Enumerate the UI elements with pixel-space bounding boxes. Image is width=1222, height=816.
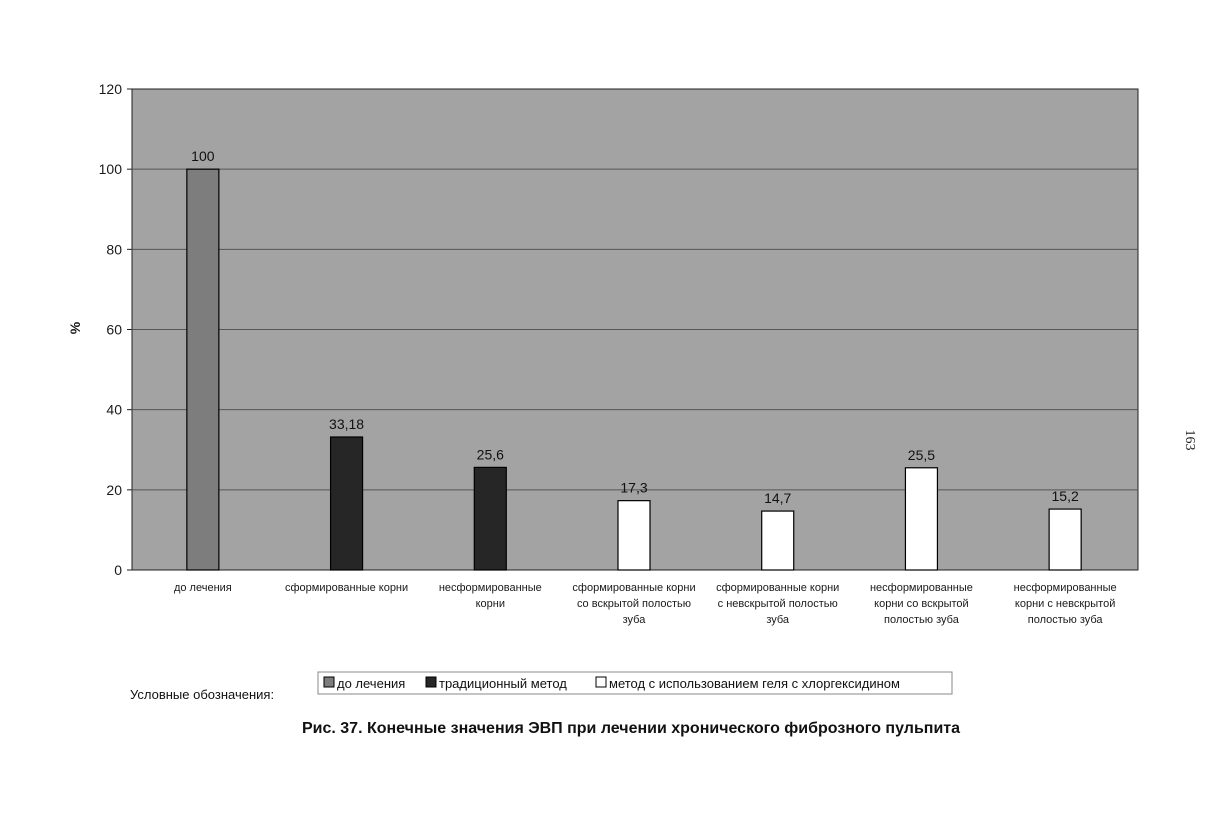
y-tick-label: 0 xyxy=(114,562,122,578)
data-label: 25,5 xyxy=(907,446,936,463)
y-tick-label: 80 xyxy=(106,241,122,258)
page-number: 163 xyxy=(1182,429,1197,451)
data-label: 100 xyxy=(191,148,215,165)
y-tick-label: 120 xyxy=(98,81,122,97)
data-label: 15,2 xyxy=(1051,488,1079,505)
x-tick-label: зуба xyxy=(622,614,646,626)
y-tick-label: 20 xyxy=(106,481,122,498)
x-tick-label: сформированные корни xyxy=(284,582,409,594)
x-tick-label: со вскрытой полостью xyxy=(576,598,692,610)
bar xyxy=(474,467,506,570)
y-tick-label: 60 xyxy=(106,321,122,338)
y-axis-label: % xyxy=(67,321,83,335)
legend-prefix: Условные обозначения: xyxy=(130,687,275,702)
legend-entry: до лечения xyxy=(337,676,406,691)
x-tick-label: несформированные xyxy=(1013,582,1117,594)
figure-caption: Рис. 37. Конечные значения ЭВП при лечении хронического фиброзного пульпита xyxy=(301,720,961,737)
y-tick-label: 40 xyxy=(106,401,122,418)
legend-swatch xyxy=(596,677,606,687)
x-tick-label: корни xyxy=(475,598,505,610)
data-label: 14,7 xyxy=(764,490,792,507)
x-tick-label: корни с невскрытой xyxy=(1014,598,1116,610)
legend-entry: метод с использованием геля с хлоргексидином xyxy=(609,676,900,691)
bar xyxy=(762,511,794,570)
bar xyxy=(618,501,650,570)
x-tick-label: сформированные корни xyxy=(716,582,840,594)
x-tick-label: до лечения xyxy=(173,582,232,594)
bar xyxy=(331,437,363,570)
x-tick-label: с невскрытой полостью xyxy=(717,598,838,610)
x-tick-label: зуба xyxy=(766,614,790,626)
plot-area xyxy=(132,89,1138,570)
x-tick-label: полостью зуба xyxy=(884,614,959,626)
x-tick-label: сформированные корни xyxy=(572,582,696,594)
data-label: 17,3 xyxy=(620,479,648,496)
bar xyxy=(187,169,219,570)
y-axis xyxy=(99,81,132,578)
x-tick-label: корни со вскрытой xyxy=(874,598,969,610)
legend-swatch xyxy=(324,677,334,687)
data-label: 33,18 xyxy=(329,416,365,433)
x-tick-label: несформированные xyxy=(869,582,973,594)
x-tick-label: полостью зуба xyxy=(1027,614,1103,626)
y-tick-label: 100 xyxy=(98,161,122,178)
bar xyxy=(1049,509,1081,570)
bar xyxy=(905,468,937,570)
legend-entry: традиционный метод xyxy=(439,676,567,691)
x-axis xyxy=(174,582,1117,626)
legend-swatch xyxy=(426,677,436,687)
data-label: 25,6 xyxy=(476,446,504,463)
legend xyxy=(318,672,952,694)
x-tick-label: несформированные xyxy=(438,582,542,594)
